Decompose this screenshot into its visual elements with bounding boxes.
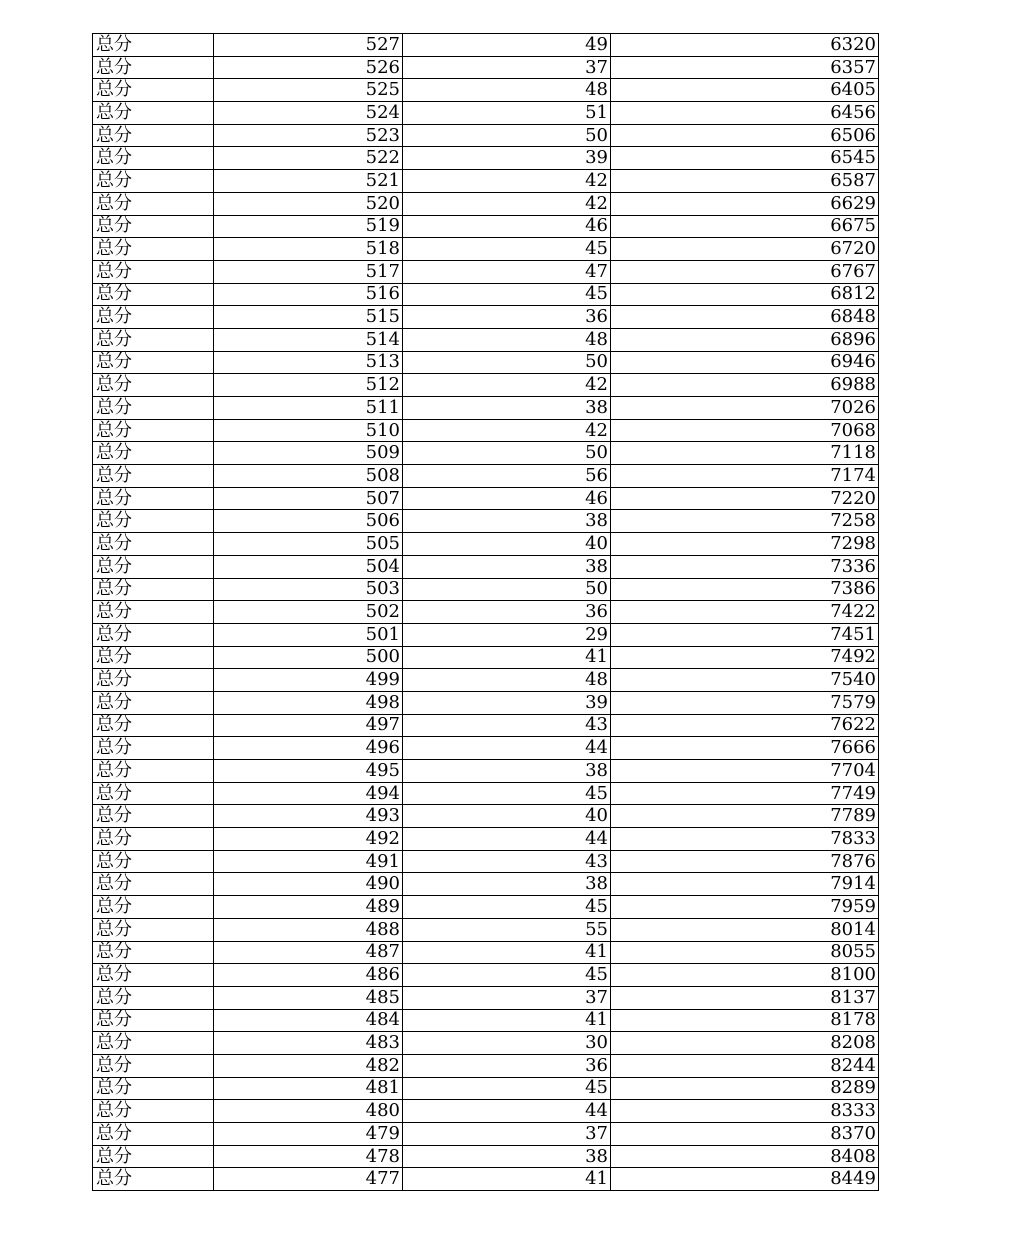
cumulative-count-cell: 7336 [611, 555, 879, 578]
table-row [93, 442, 879, 465]
count-cell: 43 [403, 714, 611, 737]
score-cell: 505 [214, 533, 403, 556]
table-row [93, 805, 879, 828]
count-cell: 39 [403, 147, 611, 170]
table-row [93, 941, 879, 964]
count-cell: 56 [403, 465, 611, 488]
cumulative-count-cell: 6896 [611, 328, 879, 351]
subject-cell: 总分 [93, 691, 214, 714]
subject-cell: 总分 [93, 306, 214, 329]
score-cell: 523 [214, 124, 403, 147]
table-row [93, 873, 879, 896]
subject-cell: 总分 [93, 782, 214, 805]
table-row [93, 328, 879, 351]
table-row [93, 918, 879, 941]
count-cell: 55 [403, 918, 611, 941]
count-cell: 44 [403, 737, 611, 760]
cumulative-count-cell: 6320 [611, 34, 879, 57]
count-cell: 42 [403, 192, 611, 215]
count-cell: 39 [403, 691, 611, 714]
count-cell: 37 [403, 56, 611, 79]
cumulative-count-cell: 6848 [611, 306, 879, 329]
subject-cell: 总分 [93, 170, 214, 193]
count-cell: 50 [403, 442, 611, 465]
subject-cell: 总分 [93, 646, 214, 669]
count-cell: 44 [403, 828, 611, 851]
subject-cell: 总分 [93, 986, 214, 1009]
cumulative-count-cell: 7174 [611, 465, 879, 488]
count-cell: 36 [403, 601, 611, 624]
cumulative-count-cell: 7540 [611, 669, 879, 692]
cumulative-count-cell: 6629 [611, 192, 879, 215]
subject-cell: 总分 [93, 601, 214, 624]
subject-cell: 总分 [93, 669, 214, 692]
count-cell: 36 [403, 1054, 611, 1077]
subject-cell: 总分 [93, 419, 214, 442]
score-cell: 503 [214, 578, 403, 601]
subject-cell: 总分 [93, 805, 214, 828]
subject-cell: 总分 [93, 56, 214, 79]
count-cell: 38 [403, 1145, 611, 1168]
table-body [93, 34, 879, 1191]
table-row [93, 1032, 879, 1055]
count-cell: 47 [403, 260, 611, 283]
table-row [93, 419, 879, 442]
cumulative-count-cell: 8100 [611, 964, 879, 987]
score-cell: 510 [214, 419, 403, 442]
subject-cell: 总分 [93, 34, 214, 57]
cumulative-count-cell: 7068 [611, 419, 879, 442]
table-row [93, 760, 879, 783]
subject-cell: 总分 [93, 828, 214, 851]
cumulative-count-cell: 7704 [611, 760, 879, 783]
table-row [93, 192, 879, 215]
cumulative-count-cell: 6405 [611, 79, 879, 102]
cumulative-count-cell: 8014 [611, 918, 879, 941]
count-cell: 49 [403, 34, 611, 57]
subject-cell: 总分 [93, 623, 214, 646]
cumulative-count-cell: 6812 [611, 283, 879, 306]
count-cell: 48 [403, 328, 611, 351]
count-cell: 38 [403, 397, 611, 420]
score-cell: 496 [214, 737, 403, 760]
subject-cell: 总分 [93, 510, 214, 533]
subject-cell: 总分 [93, 964, 214, 987]
count-cell: 45 [403, 283, 611, 306]
cumulative-count-cell: 6675 [611, 215, 879, 238]
table-row [93, 260, 879, 283]
score-cell: 514 [214, 328, 403, 351]
cumulative-count-cell: 8137 [611, 986, 879, 1009]
cumulative-count-cell: 7622 [611, 714, 879, 737]
count-cell: 45 [403, 964, 611, 987]
count-cell: 37 [403, 986, 611, 1009]
count-cell: 41 [403, 1009, 611, 1032]
subject-cell: 总分 [93, 1145, 214, 1168]
table-row [93, 623, 879, 646]
table-row [93, 79, 879, 102]
subject-cell: 总分 [93, 79, 214, 102]
table-row [93, 1077, 879, 1100]
subject-cell: 总分 [93, 737, 214, 760]
count-cell: 40 [403, 805, 611, 828]
subject-cell: 总分 [93, 1032, 214, 1055]
table-row [93, 850, 879, 873]
count-cell: 42 [403, 170, 611, 193]
table-row [93, 782, 879, 805]
score-cell: 519 [214, 215, 403, 238]
subject-cell: 总分 [93, 533, 214, 556]
score-cell: 525 [214, 79, 403, 102]
score-cell: 500 [214, 646, 403, 669]
score-cell: 515 [214, 306, 403, 329]
subject-cell: 总分 [93, 941, 214, 964]
table-row [93, 1123, 879, 1146]
count-cell: 29 [403, 623, 611, 646]
cumulative-count-cell: 7258 [611, 510, 879, 533]
score-cell: 504 [214, 555, 403, 578]
count-cell: 41 [403, 646, 611, 669]
score-cell: 480 [214, 1100, 403, 1123]
score-cell: 520 [214, 192, 403, 215]
score-cell: 485 [214, 986, 403, 1009]
score-distribution-sheet [92, 33, 878, 1191]
cumulative-count-cell: 8208 [611, 1032, 879, 1055]
count-cell: 38 [403, 510, 611, 533]
table-row [93, 238, 879, 261]
score-cell: 493 [214, 805, 403, 828]
cumulative-count-cell: 7914 [611, 873, 879, 896]
count-cell: 36 [403, 306, 611, 329]
cumulative-count-cell: 7451 [611, 623, 879, 646]
cumulative-count-cell: 6456 [611, 102, 879, 125]
table-row [93, 986, 879, 1009]
cumulative-count-cell: 7492 [611, 646, 879, 669]
score-cell: 486 [214, 964, 403, 987]
cumulative-count-cell: 7959 [611, 896, 879, 919]
cumulative-count-cell: 7386 [611, 578, 879, 601]
table-row [93, 351, 879, 374]
score-cell: 484 [214, 1009, 403, 1032]
score-cell: 489 [214, 896, 403, 919]
subject-cell: 总分 [93, 760, 214, 783]
score-cell: 512 [214, 374, 403, 397]
cumulative-count-cell: 6767 [611, 260, 879, 283]
subject-cell: 总分 [93, 714, 214, 737]
cumulative-count-cell: 7789 [611, 805, 879, 828]
score-cell: 490 [214, 873, 403, 896]
score-cell: 479 [214, 1123, 403, 1146]
table-row [93, 896, 879, 919]
score-cell: 506 [214, 510, 403, 533]
table-row [93, 34, 879, 57]
table-row [93, 170, 879, 193]
subject-cell: 总分 [93, 918, 214, 941]
score-cell: 507 [214, 487, 403, 510]
count-cell: 44 [403, 1100, 611, 1123]
subject-cell: 总分 [93, 124, 214, 147]
subject-cell: 总分 [93, 1168, 214, 1191]
score-cell: 526 [214, 56, 403, 79]
cumulative-count-cell: 6545 [611, 147, 879, 170]
subject-cell: 总分 [93, 555, 214, 578]
table-row [93, 964, 879, 987]
cumulative-count-cell: 6506 [611, 124, 879, 147]
subject-cell: 总分 [93, 102, 214, 125]
cumulative-count-cell: 7026 [611, 397, 879, 420]
count-cell: 30 [403, 1032, 611, 1055]
score-cell: 488 [214, 918, 403, 941]
table-row [93, 215, 879, 238]
table-row [93, 147, 879, 170]
subject-cell: 总分 [93, 578, 214, 601]
score-cell: 492 [214, 828, 403, 851]
table-row [93, 828, 879, 851]
score-cell: 518 [214, 238, 403, 261]
count-cell: 38 [403, 873, 611, 896]
table-row [93, 646, 879, 669]
cumulative-count-cell: 7118 [611, 442, 879, 465]
cumulative-count-cell: 7833 [611, 828, 879, 851]
subject-cell: 总分 [93, 192, 214, 215]
score-cell: 481 [214, 1077, 403, 1100]
table-row [93, 737, 879, 760]
subject-cell: 总分 [93, 487, 214, 510]
table-row [93, 510, 879, 533]
subject-cell: 总分 [93, 896, 214, 919]
subject-cell: 总分 [93, 465, 214, 488]
subject-cell: 总分 [93, 397, 214, 420]
score-cell: 483 [214, 1032, 403, 1055]
table-row [93, 601, 879, 624]
cumulative-count-cell: 8055 [611, 941, 879, 964]
subject-cell: 总分 [93, 374, 214, 397]
count-cell: 41 [403, 1168, 611, 1191]
count-cell: 38 [403, 760, 611, 783]
subject-cell: 总分 [93, 351, 214, 374]
cumulative-count-cell: 7298 [611, 533, 879, 556]
subject-cell: 总分 [93, 215, 214, 238]
subject-cell: 总分 [93, 873, 214, 896]
count-cell: 41 [403, 941, 611, 964]
cumulative-count-cell: 6587 [611, 170, 879, 193]
score-cell: 501 [214, 623, 403, 646]
count-cell: 40 [403, 533, 611, 556]
cumulative-count-cell: 7749 [611, 782, 879, 805]
table-row [93, 56, 879, 79]
cumulative-count-cell: 7220 [611, 487, 879, 510]
cumulative-count-cell: 8333 [611, 1100, 879, 1123]
table-row [93, 1054, 879, 1077]
table-row [93, 465, 879, 488]
score-cell: 478 [214, 1145, 403, 1168]
count-cell: 45 [403, 782, 611, 805]
score-cell: 491 [214, 850, 403, 873]
table-row [93, 1145, 879, 1168]
score-cell: 498 [214, 691, 403, 714]
subject-cell: 总分 [93, 850, 214, 873]
table-row [93, 533, 879, 556]
score-cell: 477 [214, 1168, 403, 1191]
score-cell: 527 [214, 34, 403, 57]
cumulative-count-cell: 8289 [611, 1077, 879, 1100]
score-cell: 499 [214, 669, 403, 692]
table-row [93, 124, 879, 147]
table-row [93, 1100, 879, 1123]
cumulative-count-cell: 8244 [611, 1054, 879, 1077]
score-cell: 494 [214, 782, 403, 805]
score-cell: 516 [214, 283, 403, 306]
count-cell: 42 [403, 374, 611, 397]
count-cell: 46 [403, 487, 611, 510]
score-cell: 509 [214, 442, 403, 465]
table-row [93, 1009, 879, 1032]
score-cell: 495 [214, 760, 403, 783]
score-cell: 497 [214, 714, 403, 737]
count-cell: 45 [403, 896, 611, 919]
subject-cell: 总分 [93, 1054, 214, 1077]
score-distribution-table [92, 33, 879, 1191]
table-row [93, 374, 879, 397]
score-cell: 522 [214, 147, 403, 170]
subject-cell: 总分 [93, 260, 214, 283]
count-cell: 50 [403, 124, 611, 147]
score-cell: 487 [214, 941, 403, 964]
count-cell: 43 [403, 850, 611, 873]
count-cell: 46 [403, 215, 611, 238]
subject-cell: 总分 [93, 1100, 214, 1123]
count-cell: 51 [403, 102, 611, 125]
count-cell: 50 [403, 578, 611, 601]
cumulative-count-cell: 8408 [611, 1145, 879, 1168]
count-cell: 42 [403, 419, 611, 442]
subject-cell: 总分 [93, 1077, 214, 1100]
table-row [93, 691, 879, 714]
table-row [93, 578, 879, 601]
cumulative-count-cell: 6357 [611, 56, 879, 79]
score-cell: 524 [214, 102, 403, 125]
count-cell: 45 [403, 1077, 611, 1100]
score-cell: 521 [214, 170, 403, 193]
cumulative-count-cell: 7666 [611, 737, 879, 760]
table-row [93, 555, 879, 578]
subject-cell: 总分 [93, 147, 214, 170]
score-cell: 508 [214, 465, 403, 488]
score-cell: 513 [214, 351, 403, 374]
table-row [93, 306, 879, 329]
subject-cell: 总分 [93, 1123, 214, 1146]
subject-cell: 总分 [93, 283, 214, 306]
subject-cell: 总分 [93, 1009, 214, 1032]
score-cell: 482 [214, 1054, 403, 1077]
table-row [93, 487, 879, 510]
count-cell: 38 [403, 555, 611, 578]
cumulative-count-cell: 7579 [611, 691, 879, 714]
count-cell: 50 [403, 351, 611, 374]
cumulative-count-cell: 6720 [611, 238, 879, 261]
score-cell: 517 [214, 260, 403, 283]
cumulative-count-cell: 8178 [611, 1009, 879, 1032]
cumulative-count-cell: 8370 [611, 1123, 879, 1146]
count-cell: 45 [403, 238, 611, 261]
table-row [93, 1168, 879, 1191]
subject-cell: 总分 [93, 238, 214, 261]
table-row [93, 669, 879, 692]
subject-cell: 总分 [93, 328, 214, 351]
table-row [93, 714, 879, 737]
cumulative-count-cell: 7876 [611, 850, 879, 873]
cumulative-count-cell: 7422 [611, 601, 879, 624]
table-row [93, 283, 879, 306]
cumulative-count-cell: 6988 [611, 374, 879, 397]
cumulative-count-cell: 8449 [611, 1168, 879, 1191]
cumulative-count-cell: 6946 [611, 351, 879, 374]
count-cell: 48 [403, 79, 611, 102]
count-cell: 37 [403, 1123, 611, 1146]
score-cell: 502 [214, 601, 403, 624]
count-cell: 48 [403, 669, 611, 692]
table-row [93, 102, 879, 125]
score-cell: 511 [214, 397, 403, 420]
subject-cell: 总分 [93, 442, 214, 465]
table-row [93, 397, 879, 420]
